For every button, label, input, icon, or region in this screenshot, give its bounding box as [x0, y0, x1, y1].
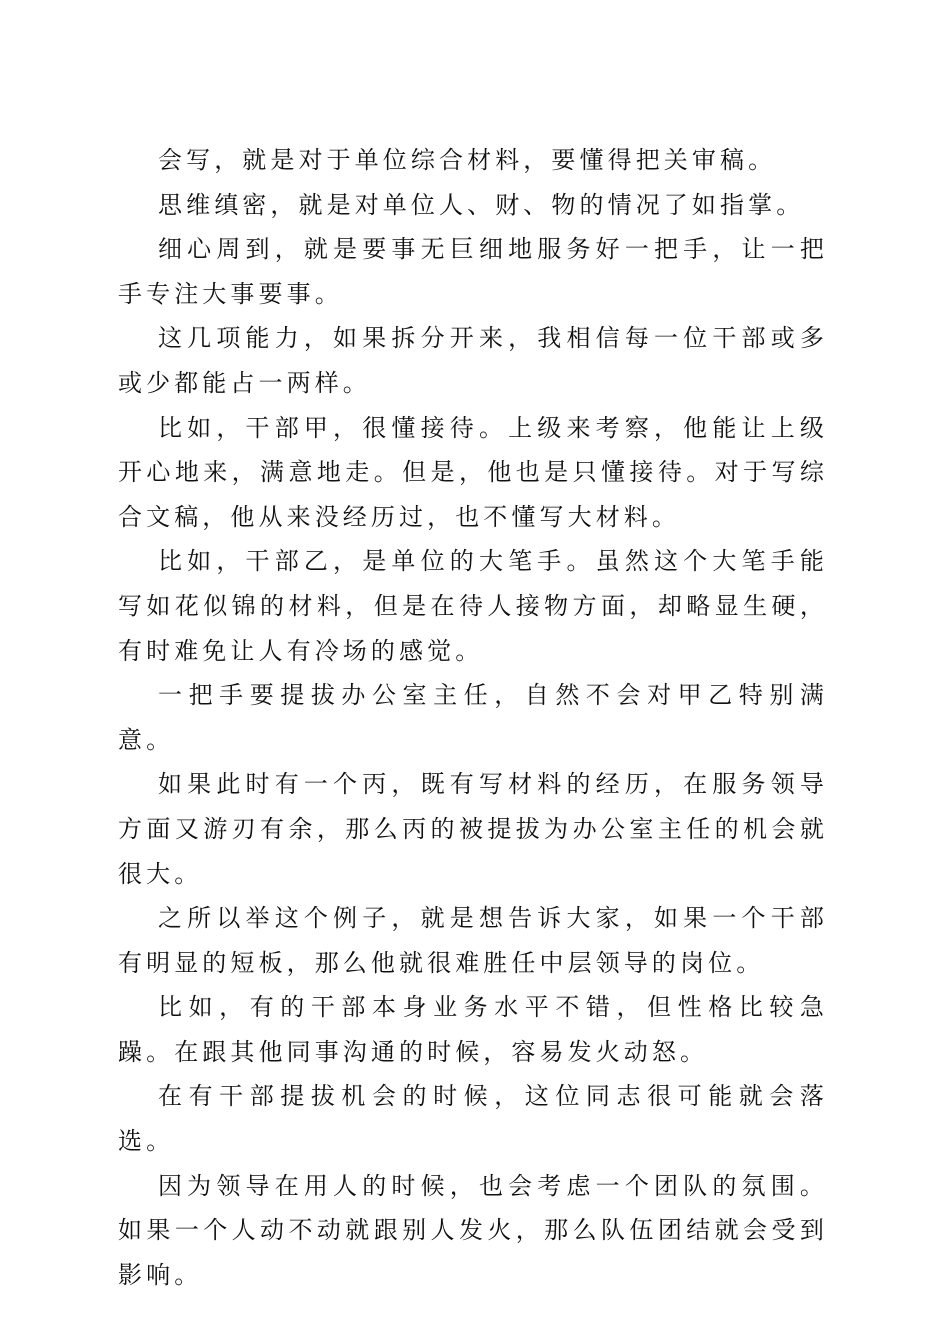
paragraph-10: 比如，有的干部本身业务水平不错，但性格比较急躁。在跟其他同事沟通的时候，容易发火动怒。: [118, 993, 828, 1066]
paragraph-4: 这几项能力，如果拆分开来，我相信每一位干部或多或少都能占一两样。: [118, 324, 828, 397]
paragraph-11: 在有干部提拔机会的时候，这位同志很可能就会落选。: [118, 1082, 828, 1156]
paragraph-6: 比如，干部乙，是单位的大笔手。虽然这个大笔手能写如花似锦的材料，但是在待人接物方面，却略显生硬，有时难免让人有冷场的感觉。: [118, 547, 828, 665]
paragraph-1: 会写，就是对于单位综合材料，要懂得把关审稿。: [158, 146, 777, 174]
paragraph-7: 一把手要提拔办公室主任，自然不会对甲乙特别满意。: [118, 681, 828, 754]
paragraph-8: 如果此时有一个丙，既有写材料的经历，在服务领导方面又游刃有余，那么丙的被提拔为办公室主任的机会就很大。: [118, 770, 828, 888]
paragraph-2: 思维缜密，就是对单位人、财、物的情况了如指掌。: [158, 190, 805, 219]
document-body: [118, 138, 828, 1297]
paragraph-5: 比如，干部甲，很懂接待。上级来考察，他能让上级开心地来，满意地走。但是，他也是只懂接待。对于写综合文稿，他从来没经历过，也不懂写大材料。: [118, 413, 828, 531]
paragraph-3: 细心周到，就是要事无巨细地服务好一把手，让一把手专注大事要事。: [118, 235, 828, 308]
paragraph-12: 因为领导在用人的时候，也会考虑一个团队的氛围。如果一个人动不动就跟别人发火，那么队伍团结就会受到影响。: [118, 1171, 828, 1289]
paragraph-9: 之所以举这个例子，就是想告诉大家，如果一个干部有明显的短板，那么他就很难胜任中层领导的岗位。: [118, 904, 828, 977]
